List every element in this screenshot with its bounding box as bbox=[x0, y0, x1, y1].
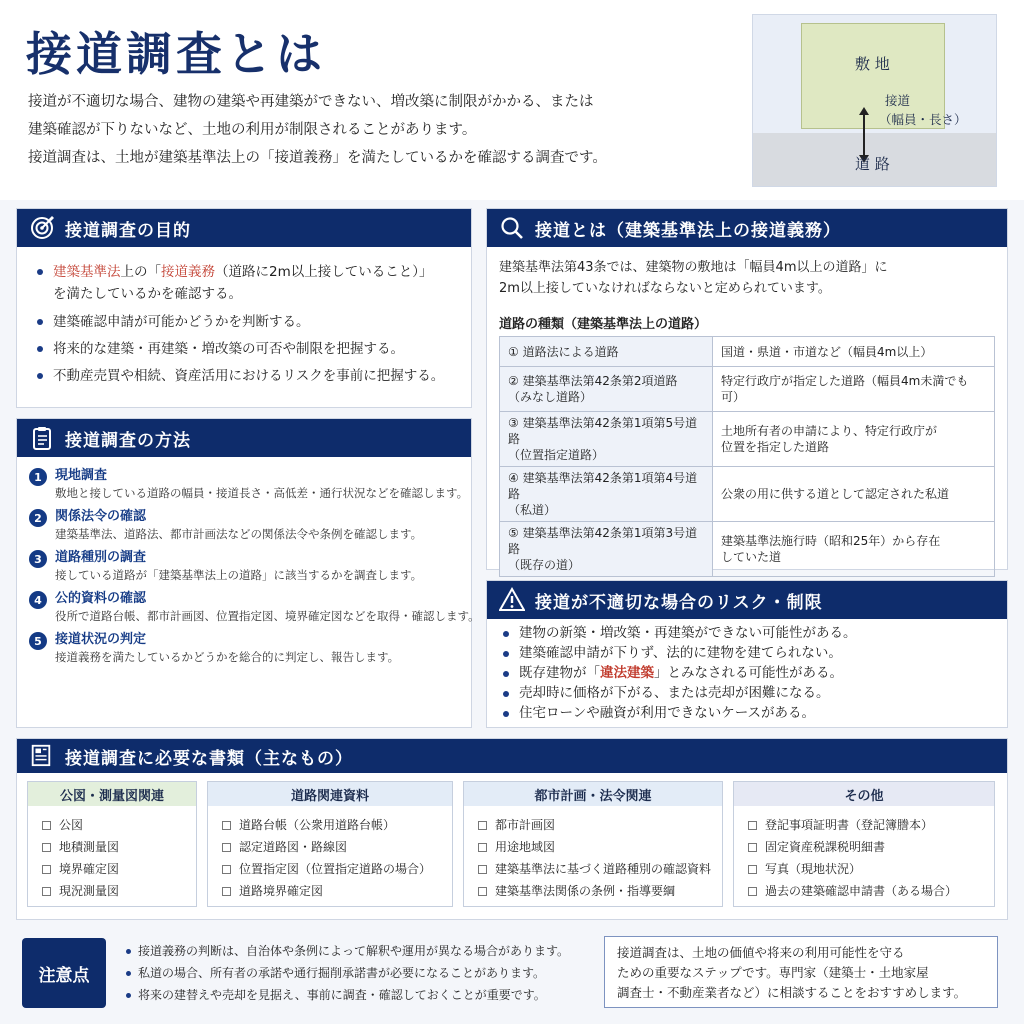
road-desc-cell: 公衆の用に供する道として認定された私道 bbox=[713, 467, 995, 522]
checkbox-icon bbox=[222, 843, 231, 852]
step-desc: 役所で道路台帳、都市計画図、位置指定図、境界確定図などを取得・確認します。 bbox=[55, 609, 480, 623]
doc-column bbox=[463, 781, 723, 907]
checkbox-icon bbox=[748, 821, 757, 830]
table-row bbox=[500, 522, 995, 577]
checkbox-icon bbox=[748, 843, 757, 852]
doc-item: 建築基準法関係の条例・指導要綱 bbox=[478, 880, 722, 902]
method-step bbox=[29, 590, 480, 625]
doc-item: 境界確定図 bbox=[42, 858, 196, 880]
step-number: 2 bbox=[29, 509, 47, 527]
step-desc: 接している道路が「建築基準法上の道路」に該当するかを調査します。 bbox=[55, 568, 423, 582]
risk-heading: 接道が不適切な場合のリスク・制限 bbox=[535, 592, 823, 613]
method-panel bbox=[16, 418, 480, 728]
checkbox-icon bbox=[42, 887, 51, 896]
step-title: 現地調査 bbox=[55, 468, 108, 483]
checkbox-icon bbox=[478, 865, 487, 874]
site-label: 敷 地 bbox=[855, 55, 890, 73]
documents-header bbox=[17, 739, 1007, 773]
doc-column-title: 道路関連資料 bbox=[208, 782, 452, 806]
step-number: 3 bbox=[29, 550, 47, 568]
road-label: 道 路 bbox=[855, 155, 890, 173]
setsudo-panel bbox=[486, 208, 1008, 570]
risk-item: 住宅ローンや融資が利用できないケースがある。 bbox=[499, 703, 1007, 723]
step-title: 公的資料の確認 bbox=[55, 591, 147, 606]
intro-line: 接道調査は、土地が建築基準法上の「接道義務」を満たしているかを確認する調査です。 bbox=[28, 150, 607, 166]
doc-item: 登記事項証明書（登記簿謄本） bbox=[748, 814, 994, 836]
method-heading: 接道調査の方法 bbox=[65, 430, 191, 451]
setsudo-diagram bbox=[752, 14, 997, 187]
step-number: 1 bbox=[29, 468, 47, 486]
road-desc-cell: 土地所有者の申請により、特定行政庁が 位置を指定した道路 bbox=[713, 412, 995, 467]
target-icon bbox=[29, 215, 55, 241]
doc-item: 地積測量図 bbox=[42, 836, 196, 858]
doc-column-title: 公図・測量図関連 bbox=[28, 782, 196, 806]
road-desc-cell: 建築基準法施行時（昭和25年）から存在 していた道 bbox=[713, 522, 995, 577]
risk-item: 建物の新築・増改築・再建築ができない可能性がある。 bbox=[499, 623, 1007, 643]
purpose-heading: 接道調査の目的 bbox=[65, 220, 191, 241]
notes-list bbox=[124, 940, 569, 1006]
page-header bbox=[0, 0, 1024, 200]
method-step bbox=[29, 631, 471, 666]
purpose-item: 建築確認申請が可能かどうかを判断する。 bbox=[33, 311, 471, 333]
step-number: 5 bbox=[29, 632, 47, 650]
road-type-cell: ② 建築基準法第42条第2項道路 （みなし道路） bbox=[500, 367, 713, 412]
checkbox-icon bbox=[222, 887, 231, 896]
page-title: 接道調査とは bbox=[26, 27, 326, 81]
access-sub-label: （幅員・長さ） bbox=[879, 112, 967, 127]
risk-list bbox=[487, 619, 1007, 723]
road-type-cell: ③ 建築基準法第42条第1項第5号道路 （位置指定道路） bbox=[500, 412, 713, 467]
documents-heading: 接道調査に必要な書類（主なもの） bbox=[65, 748, 353, 769]
doc-item: 都市計画図 bbox=[478, 814, 722, 836]
documents-grid bbox=[27, 781, 995, 907]
step-number: 4 bbox=[29, 591, 47, 609]
road-desc-cell: 特定行政庁が指定した道路（幅員4m未満でも可） bbox=[713, 367, 995, 412]
road-types-table bbox=[487, 336, 1007, 577]
advice-box: 接道調査は、土地の価値や将来の利用可能性を守る ための重要なステップです。専門家（建築士・土地家屋 調査士・不動産業者など）に相談することをおすすめします。 bbox=[604, 936, 998, 1008]
doc-item: 写真（現地状況） bbox=[748, 858, 994, 880]
note-item: 将来の建替えや売却を見据え、事前に調査・確認しておくことが重要です。 bbox=[124, 984, 569, 1006]
step-title: 道路種別の調査 bbox=[55, 550, 147, 565]
method-steps bbox=[17, 457, 480, 666]
checkbox-icon bbox=[42, 865, 51, 874]
checkbox-icon bbox=[222, 865, 231, 874]
document-icon bbox=[29, 743, 55, 769]
doc-column-title: 都市計画・法令関連 bbox=[464, 782, 722, 806]
risk-header bbox=[487, 581, 1007, 619]
method-step bbox=[29, 508, 471, 543]
warning-icon bbox=[499, 587, 525, 613]
checkbox-icon bbox=[478, 821, 487, 830]
doc-column bbox=[27, 781, 197, 907]
step-desc: 敷地と接している道路の幅員・接道長さ・高低差・通行状況などを確認します。 bbox=[55, 486, 469, 500]
doc-item: 固定資産税課税明細書 bbox=[748, 836, 994, 858]
risk-item: 既存建物が「違法建築」とみなされる可能性がある。 bbox=[499, 663, 1007, 683]
documents-panel bbox=[16, 738, 1008, 920]
road-type-cell: ⑤ 建築基準法第42条第1項第3号道路 （既存の道） bbox=[500, 522, 713, 577]
purpose-item: 建築基準法上の「接道義務（道路に2m以上接していること）」 を満たしているかを確認する。 bbox=[33, 261, 471, 305]
doc-item: 認定道路図・路線図 bbox=[222, 836, 452, 858]
setsudo-header bbox=[487, 209, 1007, 247]
checkbox-icon bbox=[42, 843, 51, 852]
doc-item: 建築基準法に基づく道路種別の確認資料 bbox=[478, 858, 722, 880]
doc-item: 道路台帳（公衆用道路台帳） bbox=[222, 814, 452, 836]
intro-line: 接道が不適切な場合、建物の建築や再建築ができない、増改築に制限がかかる、または bbox=[28, 94, 594, 110]
doc-column bbox=[207, 781, 453, 907]
purpose-item: 不動産売買や相続、資産活用におけるリスクを事前に把握する。 bbox=[33, 365, 471, 387]
doc-item: 用途地域図 bbox=[478, 836, 722, 858]
risk-panel bbox=[486, 580, 1008, 728]
step-title: 関係法令の確認 bbox=[55, 509, 147, 524]
doc-item: 位置指定図（位置指定道路の場合） bbox=[222, 858, 452, 880]
note-item: 接道義務の判断は、自治体や条例によって解釈や運用が異なる場合があります。 bbox=[124, 940, 569, 962]
checkbox-icon bbox=[748, 887, 757, 896]
checkbox-icon bbox=[748, 865, 757, 874]
step-desc: 建築基準法、道路法、都市計画法などの関係法令や条例を確認します。 bbox=[55, 527, 423, 541]
risk-item: 建築確認申請が下りず、法的に建物を建てられない。 bbox=[499, 643, 1007, 663]
method-header bbox=[17, 419, 471, 457]
method-step bbox=[29, 549, 471, 584]
method-step bbox=[29, 467, 471, 502]
doc-item: 道路境界確定図 bbox=[222, 880, 452, 902]
table-row bbox=[500, 412, 995, 467]
doc-item: 公図 bbox=[42, 814, 196, 836]
doc-column-title: その他 bbox=[734, 782, 994, 806]
table-row bbox=[500, 367, 995, 412]
step-title: 接道状況の判定 bbox=[55, 632, 147, 647]
notes-badge: 注意点 bbox=[22, 938, 106, 1008]
intro-line: 建築確認が下りないなど、土地の利用が制限されることがあります。 bbox=[28, 122, 477, 138]
risk-item: 売却時に価格が下がる、または売却が困難になる。 bbox=[499, 683, 1007, 703]
setsudo-heading: 接道とは（建築基準法上の接道義務） bbox=[535, 220, 841, 241]
doc-column bbox=[733, 781, 995, 907]
checkbox-icon bbox=[222, 821, 231, 830]
step-desc: 接道義務を満たしているかどうかを総合的に判定し、報告します。 bbox=[55, 650, 400, 664]
road-type-cell: ④ 建築基準法第42条第1項第4号道路 （私道） bbox=[500, 467, 713, 522]
search-icon bbox=[499, 215, 525, 241]
note-item: 私道の場合、所有者の承諾や通行掘削承諾書が必要になることがあります。 bbox=[124, 962, 569, 984]
table-row bbox=[500, 467, 995, 522]
checkbox-icon bbox=[42, 821, 51, 830]
clipboard-icon bbox=[29, 425, 55, 451]
purpose-panel bbox=[16, 208, 472, 408]
intro-text bbox=[28, 88, 607, 172]
doc-item: 過去の建築確認申請書（ある場合） bbox=[748, 880, 994, 902]
setsudo-desc: 建築基準法第43条では、建築物の敷地は「幅員4m以上の道路」に 2m以上接していなければならないと定められています。 bbox=[499, 260, 888, 296]
purpose-header bbox=[17, 209, 471, 247]
doc-item: 現況測量図 bbox=[42, 880, 196, 902]
road-desc-cell: 国道・県道・市道など（幅員4m以上） bbox=[713, 337, 995, 367]
road-type-cell: ① 道路法による道路 bbox=[500, 337, 713, 367]
checkbox-icon bbox=[478, 843, 487, 852]
purpose-list bbox=[17, 247, 471, 387]
table-row bbox=[500, 337, 995, 367]
access-label: 接道 bbox=[885, 93, 911, 108]
checkbox-icon bbox=[478, 887, 487, 896]
purpose-item: 将来的な建築・再建築・増改築の可否や制限を把握する。 bbox=[33, 338, 471, 360]
road-table-title: 道路の種類（建築基準法上の道路） bbox=[499, 317, 708, 332]
